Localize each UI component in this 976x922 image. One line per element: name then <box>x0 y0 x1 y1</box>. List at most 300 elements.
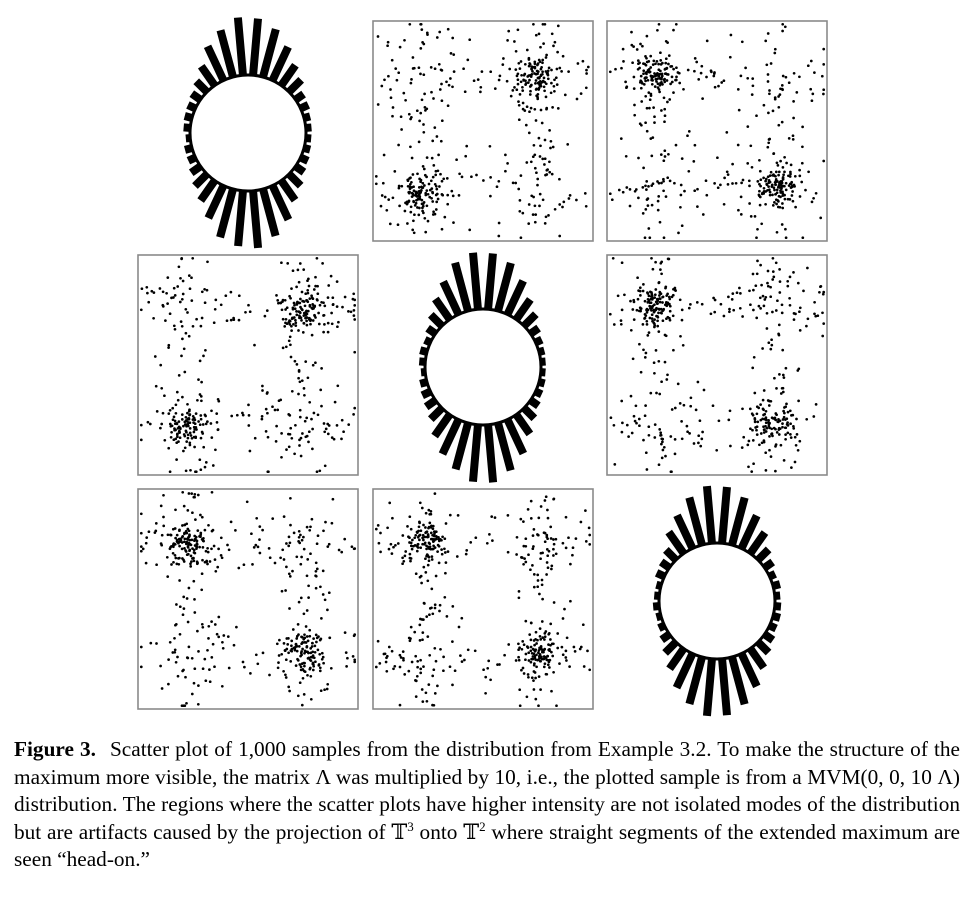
scatter-point <box>544 532 547 535</box>
scatter-point <box>512 182 515 185</box>
scatter-point <box>539 60 542 63</box>
scatter-point <box>447 104 450 107</box>
scatter-point <box>326 688 329 691</box>
scatter-point <box>458 172 461 175</box>
scatter-point <box>431 555 434 558</box>
scatter-point <box>639 310 642 313</box>
scatter-point <box>435 535 438 538</box>
scatter-point <box>439 88 442 91</box>
scatter-point <box>661 441 664 444</box>
scatter-point <box>520 669 523 672</box>
scatter-point <box>545 215 548 218</box>
scatter-point <box>527 651 530 654</box>
scatter-point <box>520 236 523 239</box>
scatter-point <box>419 180 422 183</box>
scatter-point <box>539 144 542 147</box>
scatter-point <box>649 66 652 69</box>
scatter-point <box>731 163 734 166</box>
scatter-point <box>294 324 297 327</box>
scatter-point <box>552 498 555 501</box>
figure-label: Figure 3. <box>14 737 96 761</box>
scatter-point <box>781 303 784 306</box>
scatter-point <box>418 141 421 144</box>
scatter-point <box>664 334 667 337</box>
scatter-point <box>311 651 314 654</box>
scatter-point <box>660 153 663 156</box>
scatter-point <box>323 323 326 326</box>
scatter-point <box>622 60 625 63</box>
scatter-point <box>187 553 190 556</box>
scatter-point <box>441 553 444 556</box>
scatter-point <box>211 491 214 494</box>
scatter-point <box>481 70 484 73</box>
scatter-point <box>717 85 720 88</box>
scatter-point <box>769 295 772 298</box>
scatter-point <box>283 642 286 645</box>
scatter-point <box>172 528 175 531</box>
scatter-point <box>185 440 188 443</box>
scatter-point <box>192 415 195 418</box>
scatter-point <box>778 171 781 174</box>
scatter-point <box>298 370 301 373</box>
scatter-point <box>183 505 186 508</box>
scatter-point <box>666 316 669 319</box>
scatter-point <box>409 118 412 121</box>
scatter-point <box>255 517 258 520</box>
scatter-point <box>648 305 651 308</box>
scatter-point <box>555 538 558 541</box>
scatter-point <box>656 77 659 80</box>
scatter-point <box>703 389 706 392</box>
scatter-point <box>778 373 781 376</box>
scatter-point <box>214 558 217 561</box>
scatter-point <box>556 83 559 86</box>
scatter-point <box>666 79 669 82</box>
scatter-point <box>768 449 771 452</box>
scatter-point <box>469 541 472 544</box>
scatter-point <box>169 546 172 549</box>
scatter-point <box>700 65 703 68</box>
scatter-point <box>663 149 666 152</box>
scatter-point <box>752 462 755 465</box>
scatter-point <box>768 89 771 92</box>
scatter-point <box>214 299 217 302</box>
scatter-point <box>657 312 660 315</box>
scatter-point <box>789 433 792 436</box>
scatter-point <box>772 204 775 207</box>
scatter-point <box>620 319 623 322</box>
scatter-point <box>278 654 281 657</box>
scatter-point <box>410 528 413 531</box>
scatter-point <box>470 175 473 178</box>
scatter-point <box>525 124 528 127</box>
scatter-point <box>538 657 541 660</box>
scatter-point <box>301 704 304 707</box>
scatter-point <box>155 563 158 566</box>
scatter-point <box>451 684 454 687</box>
scatter-point <box>507 643 510 646</box>
scatter-point <box>193 549 196 552</box>
scatter-point <box>425 512 428 515</box>
scatter-point <box>519 518 522 521</box>
scatter-point <box>312 665 315 668</box>
scatter-point <box>565 650 568 653</box>
scatter-point <box>315 561 318 564</box>
panel-frame <box>607 21 827 241</box>
scatter-point <box>502 57 505 60</box>
scatter-point <box>653 121 656 124</box>
scatter-point <box>772 257 775 260</box>
scatter-point <box>762 177 765 180</box>
scatter-point <box>322 331 325 334</box>
scatter-point <box>822 93 825 96</box>
scatter-point <box>295 637 298 640</box>
scatter-point <box>412 56 415 59</box>
scatter-point <box>392 546 395 549</box>
scatter-point <box>557 25 560 28</box>
scatter-point <box>421 638 424 641</box>
scatter-point <box>789 422 792 425</box>
scatter-point <box>779 183 782 186</box>
scatter-point <box>674 287 677 290</box>
scatter-point <box>804 189 807 192</box>
scatter-point <box>230 521 233 524</box>
scatter-point <box>436 685 439 688</box>
scatter-point <box>538 33 541 36</box>
scatter-point <box>797 400 800 403</box>
scatter-point <box>533 61 536 64</box>
scatter-point <box>503 654 506 657</box>
scatter-point <box>186 509 189 512</box>
scatter-point <box>189 562 192 565</box>
scatter-point <box>544 222 547 225</box>
scatter-point <box>380 205 383 208</box>
scatter-point <box>696 301 699 304</box>
scatter-point <box>778 334 781 337</box>
scatter-point <box>656 302 659 305</box>
scatter-point <box>391 650 394 653</box>
scatter-point <box>771 194 774 197</box>
scatter-point <box>408 113 411 116</box>
scatter-point <box>801 126 804 129</box>
scatter-point <box>147 301 150 304</box>
scatter-point <box>178 545 181 548</box>
scatter-point <box>548 550 551 553</box>
scatter-point <box>566 143 569 146</box>
scatter-point <box>528 132 531 135</box>
scatter-point <box>430 532 433 535</box>
scatter-point <box>547 649 550 652</box>
scatter-point <box>385 670 388 673</box>
scatter-point <box>585 540 588 543</box>
scatter-point <box>189 444 192 447</box>
scatter-point <box>322 529 325 532</box>
scatter-point <box>765 421 768 424</box>
scatter-point <box>537 88 540 91</box>
scatter-point <box>174 554 177 557</box>
scatter-point <box>618 189 621 192</box>
scatter-point <box>298 542 301 545</box>
scatter-point <box>649 137 652 140</box>
scatter-point <box>550 82 553 85</box>
scatter-point <box>327 331 330 334</box>
scatter-point <box>535 665 538 668</box>
scatter-point <box>751 77 754 80</box>
scatter-point <box>526 695 529 698</box>
scatter-point <box>247 424 250 427</box>
scatter-point <box>254 437 257 440</box>
scatter-point <box>327 322 330 325</box>
scatter-point <box>285 448 288 451</box>
scatter-point <box>443 596 446 599</box>
scatter-point <box>489 678 492 681</box>
scatter-point <box>289 541 292 544</box>
scatter-point <box>755 317 758 320</box>
scatter-point <box>421 631 424 634</box>
scatter-point <box>282 347 285 350</box>
scatter-point <box>275 294 278 297</box>
scatter-point <box>186 412 189 415</box>
torus-exponent: 3 <box>407 818 414 834</box>
scatter-point <box>205 560 208 563</box>
scatter-point <box>353 407 356 410</box>
scatter-point <box>452 221 455 224</box>
scatter-point <box>521 212 524 215</box>
scatter-point <box>650 94 653 97</box>
scatter-point <box>642 439 645 442</box>
scatter-point <box>548 171 551 174</box>
scatter-point <box>436 36 439 39</box>
scatter-point <box>556 51 559 54</box>
scatter-point <box>669 180 672 183</box>
scatter-point <box>435 201 438 204</box>
scatter-point <box>182 425 185 428</box>
scatter-point <box>669 310 672 313</box>
scatter-point <box>213 321 216 324</box>
scatter-point <box>190 434 193 437</box>
scatter-point <box>314 276 317 279</box>
scatter-point <box>555 76 558 79</box>
scatter-point <box>145 562 148 565</box>
scatter-point <box>422 205 425 208</box>
scatter-point <box>527 673 530 676</box>
scatter-point <box>432 164 435 167</box>
scatter-point <box>474 536 477 539</box>
scatter-point <box>641 45 644 48</box>
scatter-point <box>621 422 624 425</box>
scatter-point <box>756 228 759 231</box>
scatter-point <box>798 175 801 178</box>
scatter-point <box>782 173 785 176</box>
scatter-point <box>430 179 433 182</box>
scatter-point <box>417 214 420 217</box>
scatter-point <box>421 182 424 185</box>
scatter-point <box>434 213 437 216</box>
scatter-point <box>179 301 182 304</box>
scatter-point <box>217 636 220 639</box>
scatter-point <box>726 170 729 173</box>
scatter-point <box>177 675 180 678</box>
scatter-point <box>411 192 414 195</box>
scatter-point <box>651 75 654 78</box>
scatter-point <box>540 74 543 77</box>
scatter-point <box>774 445 777 448</box>
scatter-point <box>314 660 317 663</box>
scatter-point <box>319 670 322 673</box>
scatter-point <box>182 293 185 296</box>
scatter-point <box>305 310 308 313</box>
scatter-point <box>464 155 467 158</box>
scatter-point <box>642 212 645 215</box>
scatter-point <box>653 318 656 321</box>
scatter-point <box>404 210 407 213</box>
scatter-point <box>539 653 542 656</box>
scatter-point <box>305 646 308 649</box>
scatter-point <box>787 198 790 201</box>
scatter-point <box>300 556 303 559</box>
scatter-point <box>307 657 310 660</box>
scatter-point <box>658 428 661 431</box>
scatter-point <box>609 192 612 195</box>
scatter-point <box>548 67 551 70</box>
scatter-point <box>520 80 523 83</box>
scatter-point <box>550 690 553 693</box>
scatter-point <box>434 607 437 610</box>
scatter-point <box>792 200 795 203</box>
scatter-point <box>411 229 414 232</box>
scatter-point <box>633 104 636 107</box>
scatter-point <box>668 298 671 301</box>
scatter-point <box>438 185 441 188</box>
scatter-point <box>298 530 301 533</box>
scatter-point <box>210 422 213 425</box>
scatter-point <box>527 222 530 225</box>
scatter-point <box>412 545 415 548</box>
scatter-point <box>416 172 419 175</box>
scatter-point <box>170 563 173 566</box>
scatter-point <box>520 60 523 63</box>
scatter-point <box>646 308 649 311</box>
scatter-point <box>665 302 668 305</box>
scatter-point <box>308 297 311 300</box>
scatter-point <box>205 461 208 464</box>
scatter-point <box>214 570 217 573</box>
scatter-point <box>309 525 312 528</box>
scatter-point <box>317 413 320 416</box>
scatter-point <box>449 665 452 668</box>
scatter-point <box>663 446 666 449</box>
scatter-point <box>210 436 213 439</box>
scatter-point <box>797 282 800 285</box>
scatter-point <box>416 675 419 678</box>
scatter-point <box>775 261 778 264</box>
scatter-point <box>435 575 438 578</box>
scatter-point <box>822 63 825 66</box>
scatter-point <box>283 515 286 518</box>
scatter-point <box>772 110 775 113</box>
scatter-point <box>763 428 766 431</box>
scatter-point <box>759 403 762 406</box>
scatter-point <box>524 658 527 661</box>
scatter-point <box>758 183 761 186</box>
scatter-point <box>432 525 435 528</box>
scatter-point <box>555 552 558 555</box>
scatter-point <box>193 667 196 670</box>
scatter-point <box>400 115 403 118</box>
scatter-point <box>761 347 764 350</box>
histogram-bar <box>703 657 716 716</box>
scatter-point <box>412 219 415 222</box>
scatter-point <box>621 431 624 434</box>
scatter-point <box>717 186 720 189</box>
scatter-point <box>312 307 315 310</box>
scatter-point <box>794 436 797 439</box>
scatter-point <box>190 299 193 302</box>
scatter-point <box>813 312 816 315</box>
scatter-point <box>764 203 767 206</box>
scatter-point <box>697 442 700 445</box>
scatter-point <box>736 291 739 294</box>
scatter-point <box>418 539 421 542</box>
scatter-point <box>274 562 277 565</box>
scatter-point <box>159 287 162 290</box>
scatter-point <box>163 439 166 442</box>
scatter-point <box>388 548 391 551</box>
scatter-point <box>547 663 550 666</box>
scatter-point <box>179 605 182 608</box>
scatter-point <box>391 59 394 62</box>
scatter-point <box>178 420 181 423</box>
scatter-point <box>298 439 301 442</box>
scatter-point <box>756 260 759 263</box>
scatter-point <box>226 544 229 547</box>
scatter-point <box>695 409 698 412</box>
scatter-point <box>622 191 625 194</box>
scatter-point <box>207 524 210 527</box>
scatter-point <box>393 665 396 668</box>
scatter-point <box>377 103 380 106</box>
scatter-point <box>161 687 164 690</box>
scatter-point <box>634 420 637 423</box>
scatter-point <box>549 526 552 529</box>
scatter-point <box>185 431 188 434</box>
scatter-point <box>647 227 650 230</box>
scatter-point <box>489 176 492 179</box>
scatter-point <box>507 551 510 554</box>
scatter-point <box>718 419 721 422</box>
scatter-point <box>742 436 745 439</box>
scatter-point <box>430 66 433 69</box>
scatter-point <box>516 536 519 539</box>
scatter-point <box>767 32 770 35</box>
scatter-point <box>758 194 761 197</box>
scatter-point <box>528 110 531 113</box>
scatter-point <box>781 121 784 124</box>
scatter-point <box>789 409 792 412</box>
scatter-point <box>181 338 184 341</box>
scatter-point <box>515 659 518 662</box>
scatter-point <box>140 550 143 553</box>
scatter-point <box>644 236 647 239</box>
scatter-point <box>654 62 657 65</box>
scatter-point <box>409 183 412 186</box>
scatter-point <box>662 180 665 183</box>
scatter-point <box>334 401 337 404</box>
scatter-point <box>533 664 536 667</box>
scatter-point <box>411 157 414 160</box>
scatter-point <box>620 323 623 326</box>
scatter-point <box>442 177 445 180</box>
